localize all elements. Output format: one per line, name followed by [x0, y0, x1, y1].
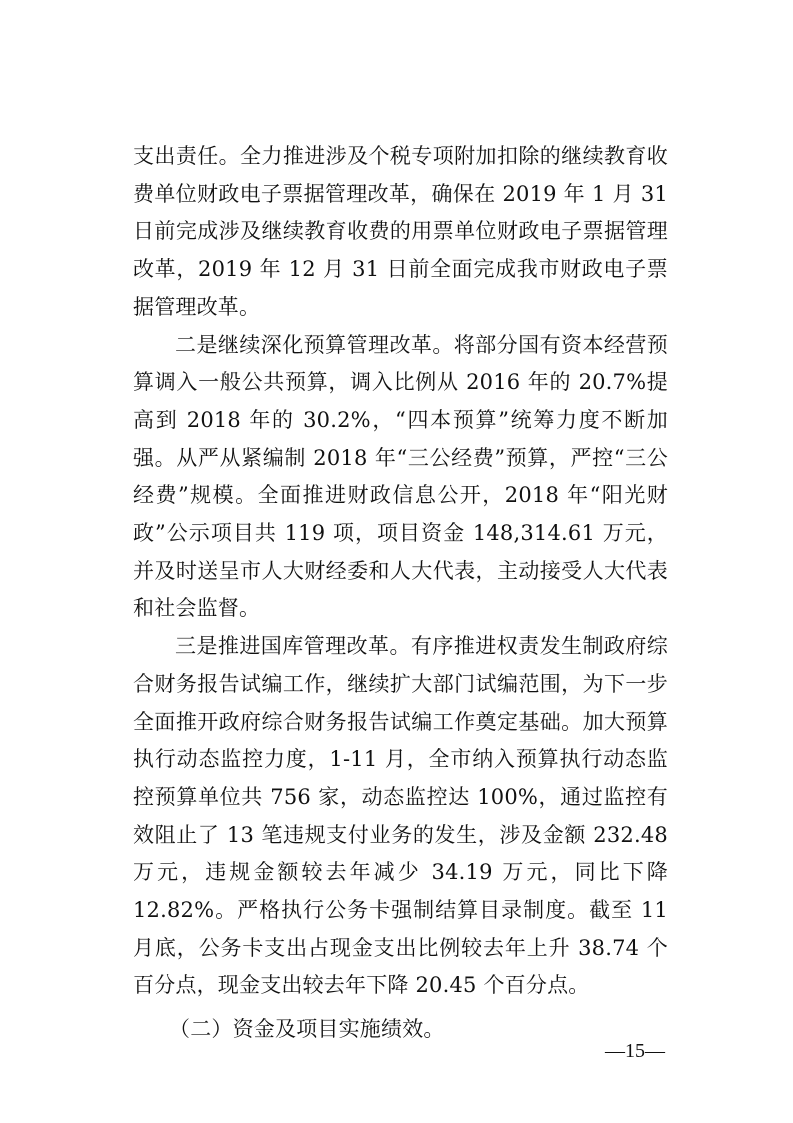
- page-number: —15—: [605, 1040, 665, 1062]
- paragraph-budget-reform: 二是继续深化预算管理改革。将部分国有资本经营预算调入一般公共预算，调入比例从 2016 年的 20.7%提高到 2018 年的 30.2%，“四本预算”统筹力度不断加强。从严从紧编制 2018 年“三公经费”预算，严控“三公经费”规模。全面推进财政信息公开，2018 年“阳光财政”公示项目共 119 项，项目资金 148,314.61 万元，并及时送呈市人大财经委和人大代表，主动接受人大代表和社会监督。: [133, 332, 668, 621]
- section-subheading: （二）资金及项目实施绩效。: [169, 1017, 445, 1042]
- body-text: [133, 138, 668, 1049]
- paragraph-treasury-reform: 三是推进国库管理改革。有序推进权责发生制政府综合财务报告试编工作，继续扩大部门试编范围，为下一步全面推开政府综合财务报告试编工作奠定基础。加大预算执行动态监控力度，1-11 月，全市纳入预算执行动态监控预算单位共 756 家，动态监控达 100%，通过监控有效阻止了 13 笔违规支付业务的发生，涉及金额 232.48 万元，违规金额较去年减少 34.19 万元，同比下降 12.82%。严格执行公务卡强制结算目录制度。截至 11 月底，公务卡支出占现金支出比例较去年上升 38.74 个百分点，现金支出较去年下降 20.45 个百分点。: [133, 634, 668, 998]
- paragraph-continued: 支出责任。全力推进涉及个税专项附加扣除的继续教育收费单位财政电子票据管理改革，确保在 2019 年 1 月 31 日前完成涉及继续教育收费的用票单位财政电子票据管理改革，2019 年 12 月 31 日前全面完成我市财政电子票据管理改革。: [133, 144, 668, 319]
